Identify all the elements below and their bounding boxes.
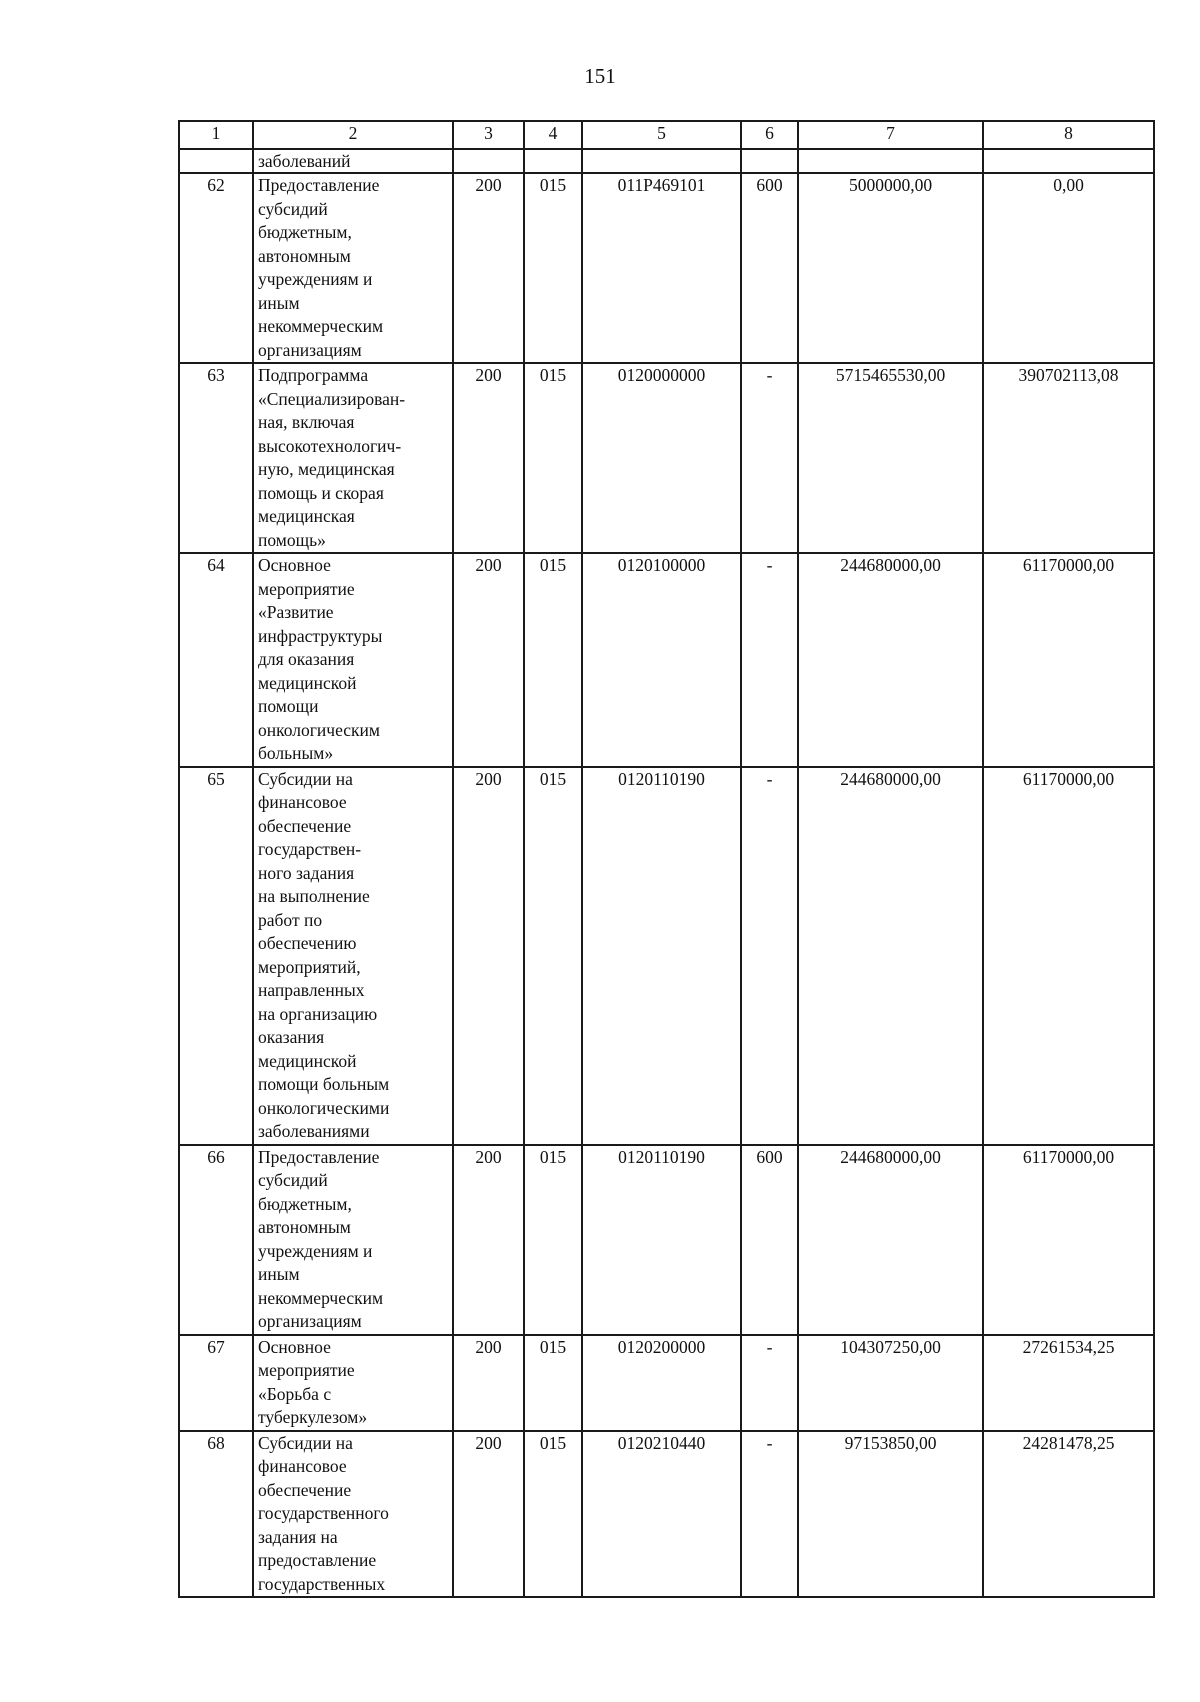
row-number: 64 xyxy=(179,553,253,767)
row-classifier: 0120210440 xyxy=(582,1431,741,1598)
row-name-line: мероприятие xyxy=(258,1360,355,1380)
row-amount-2: 0,00 xyxy=(983,173,1154,363)
row-section: 015 xyxy=(524,1335,582,1431)
row-name-line: туберкулезом» xyxy=(258,1407,368,1427)
row-name-line: оказания xyxy=(258,1027,325,1047)
column-header: 3 xyxy=(453,121,524,149)
continuation-cell xyxy=(983,149,1154,173)
column-number-header-row xyxy=(179,121,1154,149)
row-name-line: бюджетным, xyxy=(258,222,352,242)
row-amount-1: 244680000,00 xyxy=(798,553,983,767)
row-name-line: заболеваниями xyxy=(258,1121,370,1141)
row-section: 015 xyxy=(524,553,582,767)
row-name-line: иным xyxy=(258,292,300,313)
row-code: 200 xyxy=(453,1335,524,1431)
row-name-line: учреждениям и xyxy=(258,1240,373,1261)
column-header: 4 xyxy=(524,121,582,149)
table-row xyxy=(179,173,1154,363)
row-classifier: 0120000000 xyxy=(582,363,741,553)
row-name-line: ную, медицинская xyxy=(258,459,395,479)
row-name-line: мероприятие xyxy=(258,578,355,599)
row-amount-1: 5000000,00 xyxy=(798,173,983,363)
row-name-line: государствен- xyxy=(258,839,362,859)
continuation-row xyxy=(179,149,1154,173)
continuation-cell xyxy=(453,149,524,173)
row-name-line: финансовое xyxy=(258,1456,347,1476)
row-name-line: Предоставление xyxy=(258,1146,380,1167)
row-name-line: Подпрограмма xyxy=(258,365,369,385)
row-number: 66 xyxy=(179,1145,253,1335)
row-name-line: больным» xyxy=(258,743,334,763)
row-name-line: «Развитие xyxy=(258,602,334,622)
row-name-line: Субсидии на xyxy=(258,768,353,789)
row-name-line: автономным xyxy=(258,245,351,266)
row-number: 67 xyxy=(179,1335,253,1431)
row-name-line: некоммерческим xyxy=(258,1287,384,1308)
row-name-line: задания на xyxy=(258,1526,338,1547)
table-row xyxy=(179,767,1154,1145)
row-expense-type: 600 xyxy=(741,1145,798,1335)
row-code: 200 xyxy=(453,1145,524,1335)
row-name-line: «Борьба с xyxy=(258,1383,332,1404)
row-name-line: направленных xyxy=(258,980,365,1000)
row-amount-1: 97153850,00 xyxy=(798,1431,983,1598)
row-name-line: для оказания xyxy=(258,649,355,669)
row-name-line: учреждениям и xyxy=(258,269,373,289)
row-name-line: Субсидии на xyxy=(258,1432,353,1453)
row-name-line: помощи больным xyxy=(258,1074,390,1094)
row-name-line: иным xyxy=(258,1264,300,1284)
row-name-line: работ по xyxy=(258,909,323,930)
row-expense-type: - xyxy=(741,363,798,553)
continuation-cell xyxy=(524,149,582,173)
row-name-line: медицинской xyxy=(258,672,357,693)
continuation-cell xyxy=(179,149,253,173)
row-code: 200 xyxy=(453,767,524,1145)
row-name-line: Основное xyxy=(258,1336,331,1357)
row-name-line: организациям xyxy=(258,339,362,360)
row-section: 015 xyxy=(524,173,582,363)
row-section: 015 xyxy=(524,767,582,1145)
row-expense-type: - xyxy=(741,767,798,1145)
table-row xyxy=(179,1335,1154,1431)
row-amount-2: 61170000,00 xyxy=(983,1145,1154,1335)
row-code: 200 xyxy=(453,1431,524,1598)
row-name xyxy=(253,363,453,553)
row-name-line: обеспечение xyxy=(258,815,352,836)
row-name-line: медицинской xyxy=(258,1050,357,1071)
table-row xyxy=(179,1431,1154,1598)
budget-table xyxy=(178,120,1155,1598)
table-row xyxy=(179,1145,1154,1335)
row-name-line: государственного xyxy=(258,1503,389,1523)
table-row xyxy=(179,553,1154,767)
column-header: 1 xyxy=(179,121,253,149)
row-name xyxy=(253,1335,453,1431)
row-code: 200 xyxy=(453,363,524,553)
continuation-cell xyxy=(582,149,741,173)
continuation-cell xyxy=(741,149,798,173)
row-number: 68 xyxy=(179,1431,253,1598)
row-name-line: на выполнение xyxy=(258,886,370,906)
row-classifier: 0120110190 xyxy=(582,1145,741,1335)
row-number: 62 xyxy=(179,173,253,363)
row-name-line: автономным xyxy=(258,1217,351,1237)
row-name-line: обеспечению xyxy=(258,933,357,953)
row-classifier: 0120100000 xyxy=(582,553,741,767)
row-section: 015 xyxy=(524,1431,582,1598)
row-number: 63 xyxy=(179,363,253,553)
row-amount-2: 24281478,25 xyxy=(983,1431,1154,1598)
row-code: 200 xyxy=(453,173,524,363)
row-name-line: субсидий xyxy=(258,198,328,219)
row-name-line: высокотехнологич- xyxy=(258,435,402,456)
continuation-text: заболеваний xyxy=(253,149,453,173)
row-name-line: бюджетным, xyxy=(258,1193,352,1214)
row-classifier: 0120200000 xyxy=(582,1335,741,1431)
row-name-line: «Специализирован- xyxy=(258,388,406,409)
column-header: 2 xyxy=(253,121,453,149)
row-name xyxy=(253,767,453,1145)
row-number: 65 xyxy=(179,767,253,1145)
row-name-line: помощь и скорая xyxy=(258,482,384,503)
row-name-line: обеспечение xyxy=(258,1479,352,1500)
row-section: 015 xyxy=(524,363,582,553)
row-name xyxy=(253,553,453,767)
row-name-line: мероприятий, xyxy=(258,956,361,977)
row-amount-2: 61170000,00 xyxy=(983,767,1154,1145)
row-name-line: на организацию xyxy=(258,1003,378,1024)
row-classifier: 0120110190 xyxy=(582,767,741,1145)
row-amount-2: 61170000,00 xyxy=(983,553,1154,767)
row-name-line: Предоставление xyxy=(258,175,380,195)
row-name-line: онкологическими xyxy=(258,1097,390,1118)
row-amount-1: 5715465530,00 xyxy=(798,363,983,553)
row-name-line: государственных xyxy=(258,1573,386,1594)
row-classifier: 011P469101 xyxy=(582,173,741,363)
row-name-line: субсидий xyxy=(258,1170,328,1190)
row-name-line: медицинская xyxy=(258,506,355,526)
continuation-cell xyxy=(798,149,983,173)
row-name-line: инфраструктуры xyxy=(258,625,383,646)
row-name-line: предоставление xyxy=(258,1550,377,1570)
row-name-line: ная, включая xyxy=(258,412,355,432)
row-expense-type: - xyxy=(741,1335,798,1431)
row-name xyxy=(253,1145,453,1335)
row-amount-2: 390702113,08 xyxy=(983,363,1154,553)
row-name-line: помощи xyxy=(258,696,319,716)
column-header: 8 xyxy=(983,121,1154,149)
row-expense-type: 600 xyxy=(741,173,798,363)
row-name-line: организациям xyxy=(258,1311,362,1331)
row-name-line: ного задания xyxy=(258,862,355,883)
page-number: 151 xyxy=(584,64,616,88)
row-name-line: Основное xyxy=(258,555,331,575)
column-header: 7 xyxy=(798,121,983,149)
row-section: 015 xyxy=(524,1145,582,1335)
column-header: 5 xyxy=(582,121,741,149)
row-expense-type: - xyxy=(741,1431,798,1598)
table-row xyxy=(179,363,1154,553)
row-name-line: помощь» xyxy=(258,529,326,550)
row-name-line: финансовое xyxy=(258,792,347,812)
row-amount-1: 244680000,00 xyxy=(798,1145,983,1335)
column-header: 6 xyxy=(741,121,798,149)
row-name xyxy=(253,173,453,363)
row-amount-1: 104307250,00 xyxy=(798,1335,983,1431)
row-amount-1: 244680000,00 xyxy=(798,767,983,1145)
row-expense-type: - xyxy=(741,553,798,767)
row-name-line: некоммерческим xyxy=(258,316,384,336)
row-name-line: онкологическим xyxy=(258,719,380,740)
row-code: 200 xyxy=(453,553,524,767)
row-name xyxy=(253,1431,453,1598)
row-amount-2: 27261534,25 xyxy=(983,1335,1154,1431)
